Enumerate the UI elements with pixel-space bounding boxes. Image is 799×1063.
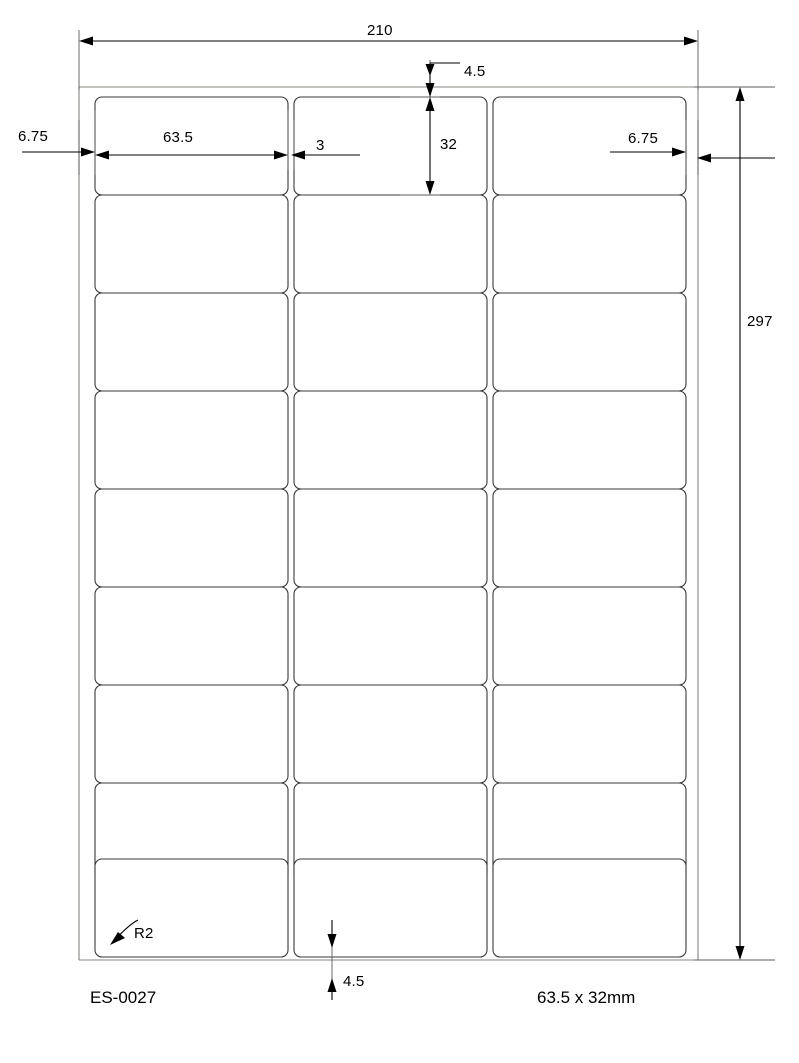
dimension-left-margin — [22, 148, 95, 157]
label-cell — [95, 293, 288, 391]
dimension-top-margin — [426, 63, 461, 97]
label-cell — [294, 195, 487, 293]
dimension-horizontal-gap-label: 3 — [316, 137, 325, 154]
label-cell — [95, 685, 288, 783]
dimension-sheet-height-label: 297 — [747, 313, 773, 330]
dimension-sheet-width-label: 210 — [367, 22, 393, 39]
label-cell — [95, 587, 288, 685]
dimension-left-margin-label: 6.75 — [18, 128, 48, 145]
label-cell — [294, 391, 487, 489]
label-cell — [95, 859, 288, 957]
corner-radius-label: R2 — [134, 925, 154, 942]
label-cell — [294, 859, 487, 957]
label-cell — [95, 195, 288, 293]
label-cell — [493, 587, 686, 685]
label-cell — [294, 293, 487, 391]
dimension-label-width-label: 63.5 — [163, 129, 193, 146]
label-cell — [493, 293, 686, 391]
label-cell — [493, 489, 686, 587]
label-size-caption: 63.5 x 32mm — [537, 988, 636, 1007]
label-grid — [95, 97, 686, 957]
dimension-right-margin-label: 6.75 — [628, 130, 658, 147]
label-cell — [493, 391, 686, 489]
label-cell — [294, 587, 487, 685]
dimension-top-margin-label: 4.5 — [464, 63, 486, 80]
dimension-label-height-label: 32 — [440, 136, 458, 153]
label-cell — [95, 489, 288, 587]
label-cell — [493, 685, 686, 783]
label-cell — [493, 859, 686, 957]
dimension-bottom-margin-label: 4.5 — [343, 973, 365, 990]
label-cell — [95, 97, 288, 195]
label-cell — [95, 391, 288, 489]
label-cell — [294, 685, 487, 783]
drawing-code-caption: ES-0027 — [90, 988, 157, 1007]
label-cell — [294, 489, 487, 587]
dimension-sheet-height — [736, 87, 745, 960]
label-cell — [493, 195, 686, 293]
